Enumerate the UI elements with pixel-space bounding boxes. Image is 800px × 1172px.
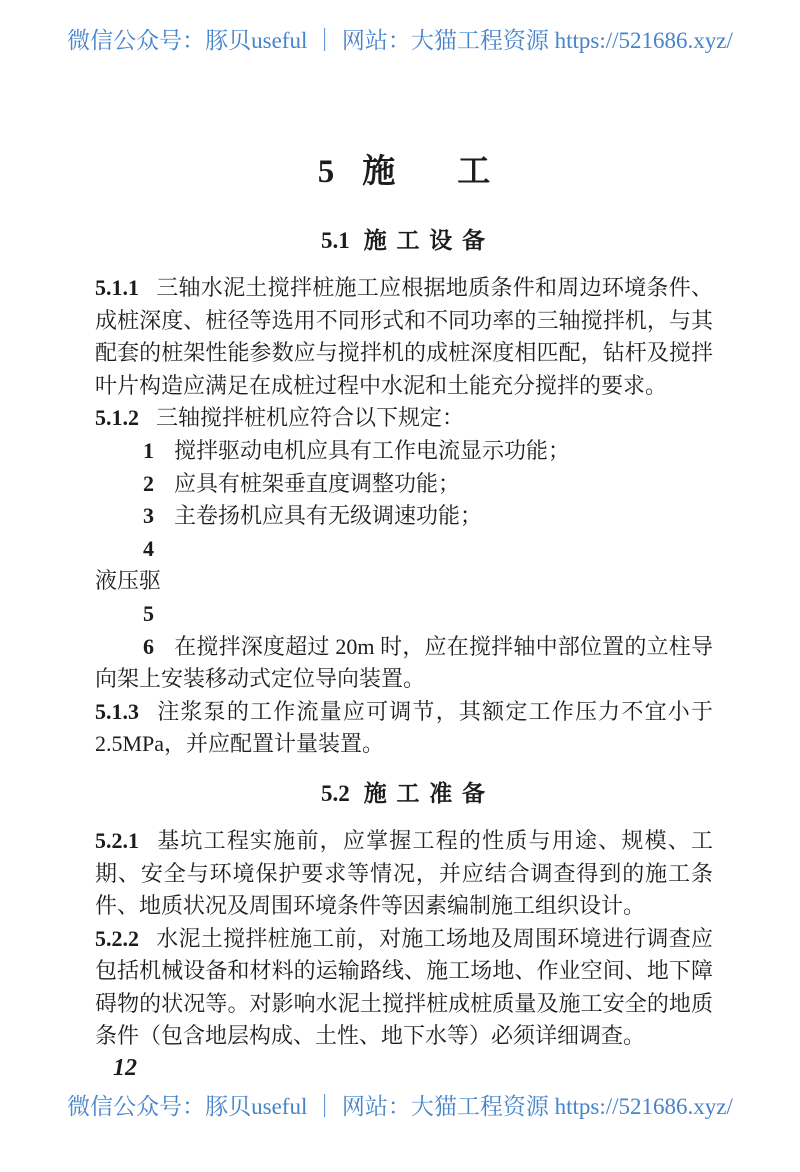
section-5-2-title: 施 工 准 备	[363, 780, 487, 806]
list-item-4	[95, 533, 713, 566]
chapter-title-word2: 工	[457, 154, 491, 190]
page-number: 12	[113, 1055, 137, 1081]
list-item-5-number: 5	[143, 600, 154, 626]
list-item-1	[95, 435, 713, 468]
section-heading-5-1	[95, 226, 713, 256]
list-item-6-text: 在搅拌深度超过 20m 时，应在搅拌轴中部位置的立柱导向架上安装移动式定位导向装置。	[95, 633, 713, 692]
watermark-bottom: 微信公众号：豚贝useful ｜ 网站：大猫工程资源 https://521686.xyz/	[67, 1094, 733, 1119]
watermark-top: 微信公众号：豚贝useful ｜ 网站：大猫工程资源 https://521686.xyz/	[67, 28, 733, 53]
list-item-6-number: 6	[143, 633, 154, 659]
clause-5-1-1-text: 三轴水泥土搅拌桩施工应根据地质条件和周边环境条件、成桩深度、桩径等选用不同形式和不同功率的三轴搅拌机，与其配套的桩架性能参数应与搅拌机的成桩深度相匹配，钻杆及搅拌叶片构造应满足在成桩过程中水泥和土能充分搅拌的要求。	[95, 275, 713, 398]
chapter-title	[95, 150, 713, 194]
section-5-1-number: 5.1	[321, 228, 350, 253]
clause-5-1-3	[95, 696, 713, 761]
list-item-2-number: 2	[143, 470, 154, 496]
list-item-4-number: 4	[143, 535, 154, 561]
list-item-3	[95, 500, 713, 533]
clause-5-1-1-number: 5.1.1	[95, 275, 139, 300]
list-item-3-text: 主卷扬机应具有无级调速功能；	[174, 503, 483, 529]
list-item-3-number: 3	[143, 503, 154, 529]
section-heading-5-2	[95, 779, 713, 809]
chapter-title-word1: 施	[362, 154, 396, 190]
list-item-2-text: 应具有桩架垂直度调整功能；	[174, 470, 461, 496]
list-item-6	[95, 631, 713, 696]
section-5-2-number: 5.2	[321, 780, 350, 806]
list-item-2	[95, 468, 713, 501]
clause-5-1-2-text: 三轴搅拌桩机应符合以下规定：	[156, 405, 465, 431]
clause-5-1-1	[95, 272, 713, 402]
page-content	[95, 150, 713, 1053]
clause-5-2-2-number: 5.2.2	[95, 925, 139, 951]
text-fragment-hydraulic: 液压驱	[95, 568, 162, 594]
clause-5-2-1-text: 基坑工程实施前，应掌握工程的性质与用途、规模、工期、安全与环境保护要求等情况，并应结合调查得到的施工条件、地质状况及周围环境条件等因素编制施工组织设计。	[95, 827, 713, 919]
clause-5-2-1-number: 5.2.1	[95, 827, 139, 853]
clause-5-1-3-number: 5.1.3	[95, 698, 139, 724]
clause-5-2-2	[95, 923, 713, 1053]
section-5-1-title: 施 工 设 备	[363, 228, 487, 253]
clause-5-1-2-number: 5.1.2	[95, 405, 139, 431]
clause-5-2-1	[95, 825, 713, 923]
clause-5-1-3-text: 注浆泵的工作流量应可调节，其额定工作压力不宜小于 2.5MPa，并应配置计量装置。	[95, 698, 713, 757]
list-item-5	[95, 598, 713, 631]
clause-5-1-2	[95, 402, 713, 435]
list-item-1-text: 搅拌驱动电机应具有工作电流显示功能；	[174, 437, 571, 463]
list-item-1-number: 1	[143, 437, 154, 463]
chapter-number: 5	[317, 154, 335, 190]
clause-5-2-2-text: 水泥土搅拌桩施工前，对施工场地及周围环境进行调查应包括机械设备和材料的运输路线、施工场地、作业空间、地下障碍物的状况等。对影响水泥土搅拌桩成桩质量及施工安全的地质条件（包含地层构成、土性、地下水等）必须详细调查。	[95, 925, 713, 1049]
